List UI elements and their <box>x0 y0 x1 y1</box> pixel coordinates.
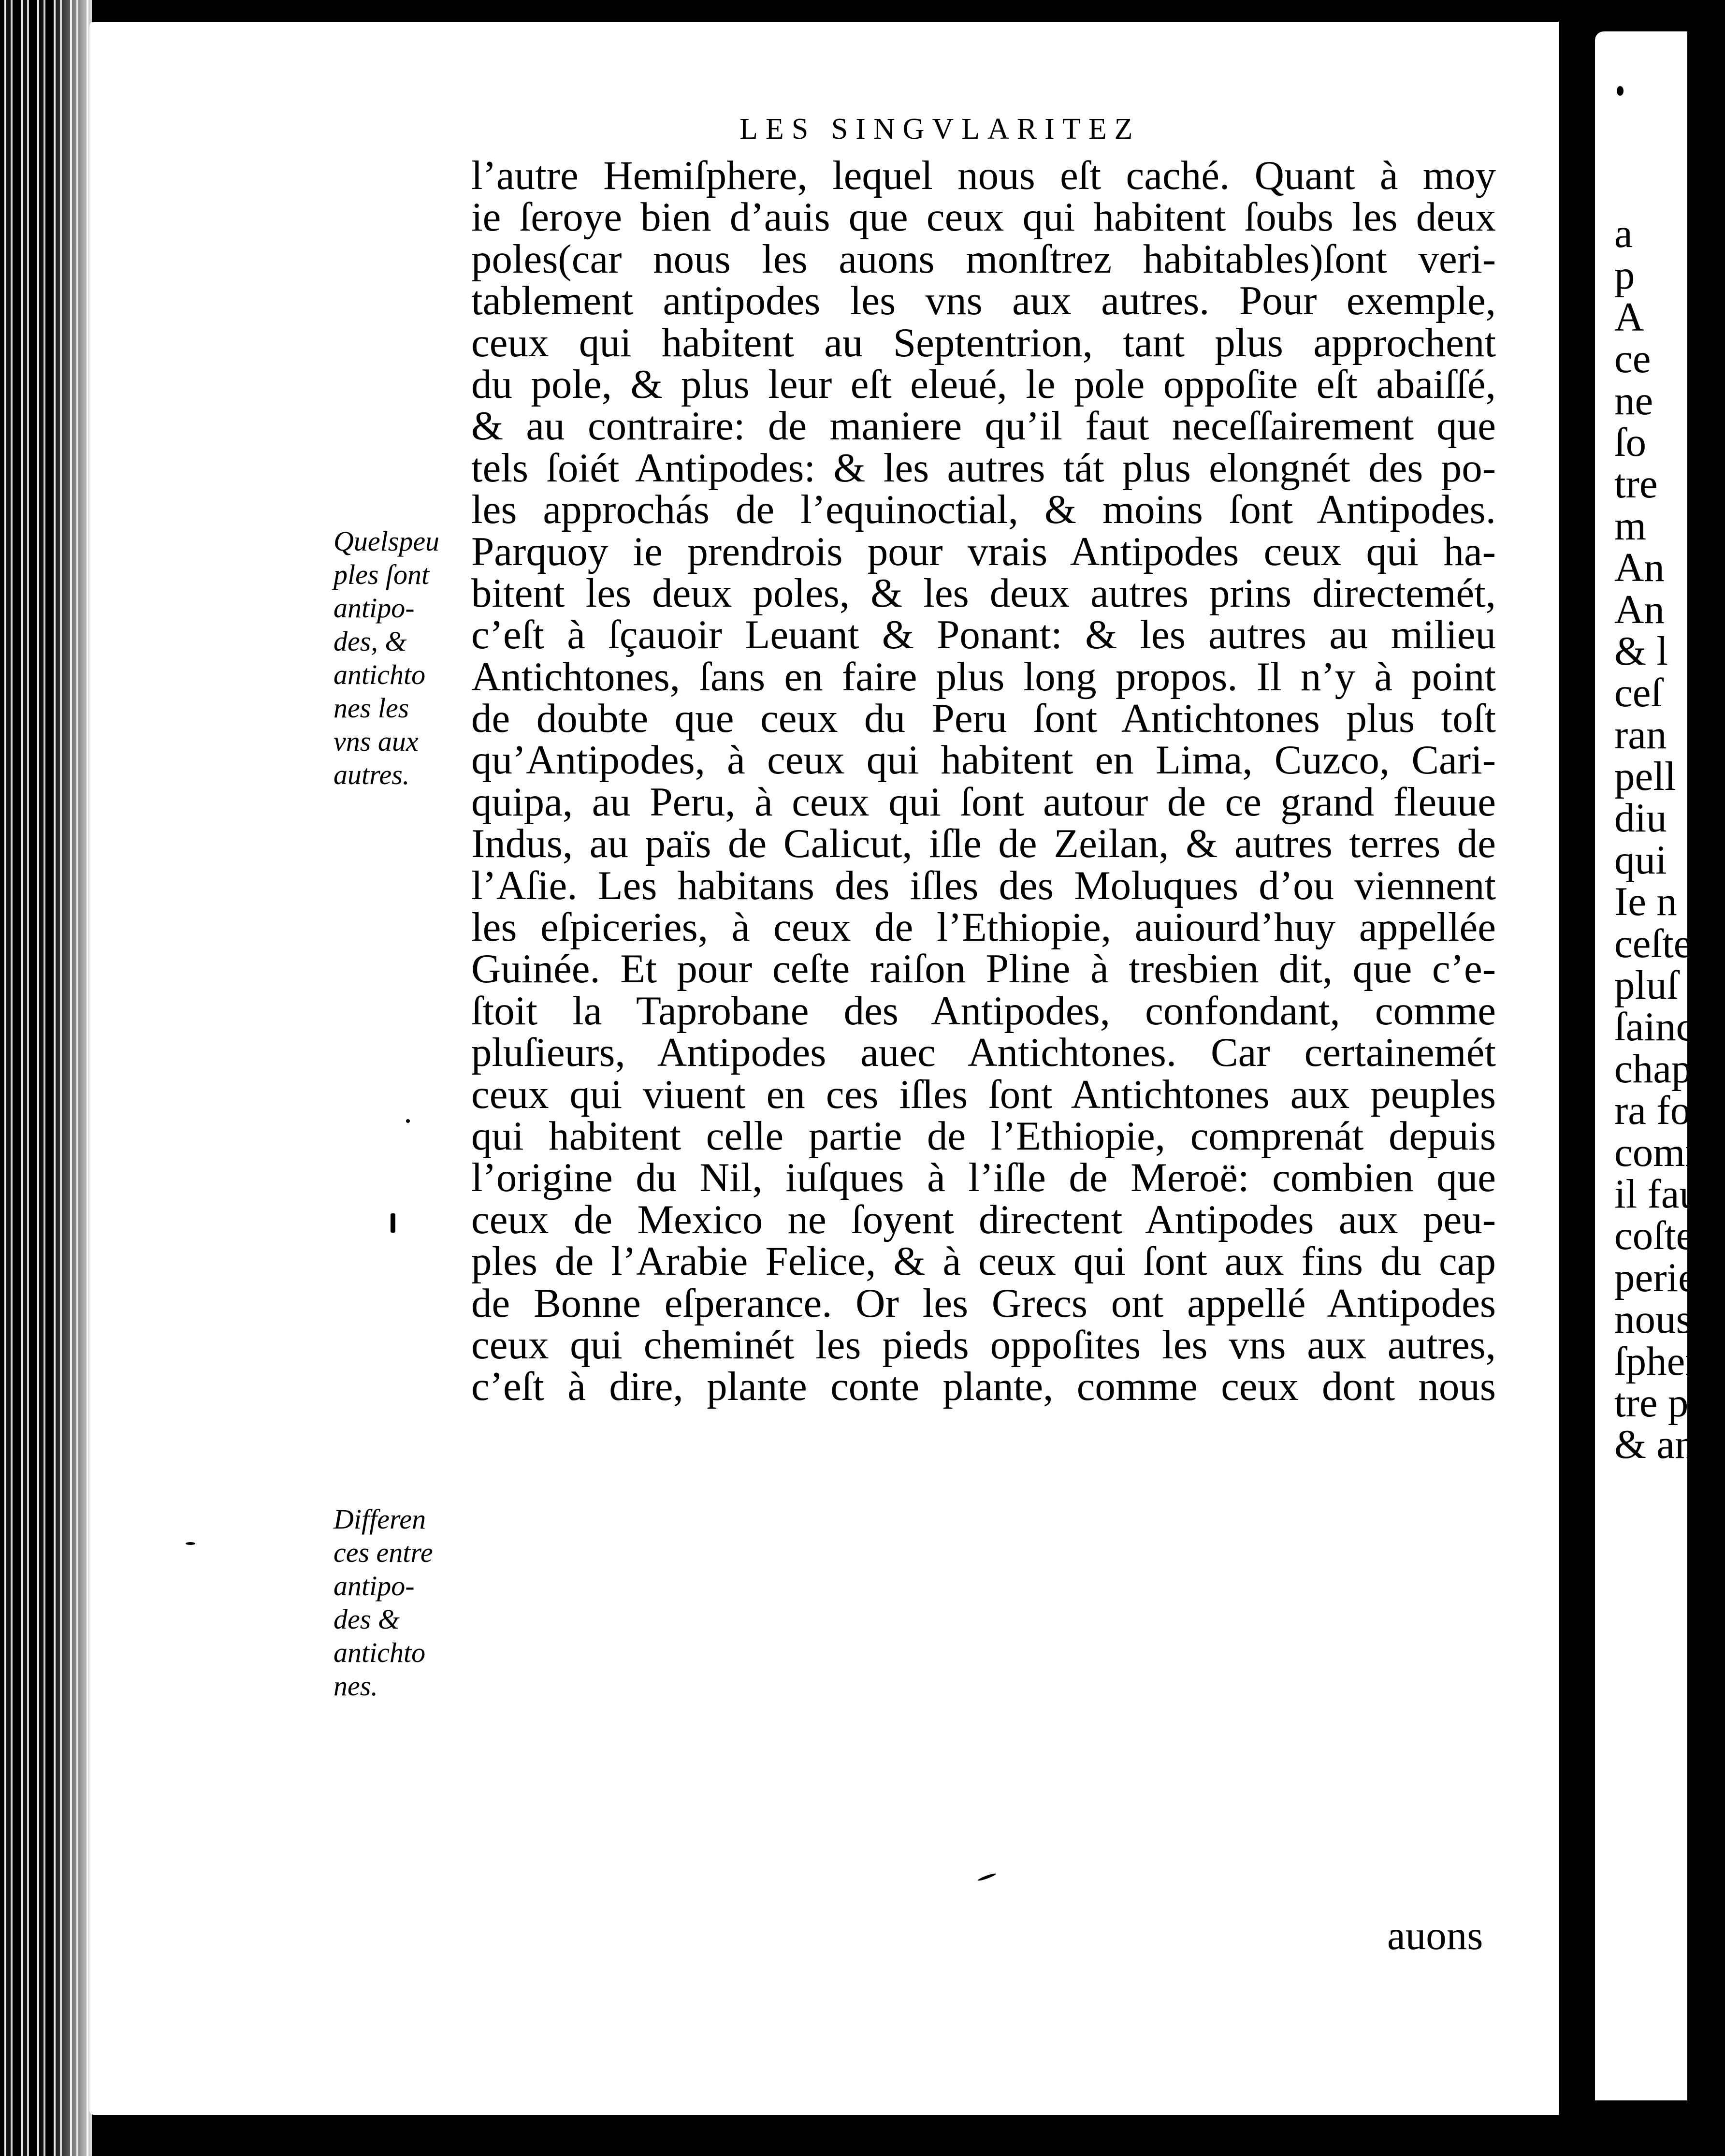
text-line: l’Aſie. Les habitans des iſles des Moluques d’ou viennent <box>471 862 1496 908</box>
text-line: tablement antipodes les vns aux autres. Pour exemple, <box>471 278 1496 324</box>
text-line: c’eſt à ſçauoir Leuant & Ponant: & les autres au milieu <box>471 612 1496 658</box>
facing-page-fragment: ſphere <box>1614 1338 1717 1384</box>
facing-page-fragment: m <box>1614 503 1647 549</box>
facing-page-fragment: & anal <box>1614 1422 1725 1468</box>
ink-speck <box>1617 86 1624 96</box>
text-line: quipa, au Peru, à ceux qui ſont autour de ce grand fleuue <box>471 779 1496 825</box>
text-line: & au contraire: de maniere qu’il faut neceſſairement que <box>471 403 1496 449</box>
margin-note-line: vns aux <box>333 726 419 757</box>
facing-page-fragment: comr <box>1614 1129 1699 1175</box>
facing-page-fragment: pell <box>1614 754 1676 800</box>
margin-note-line: des & <box>333 1603 400 1635</box>
text-line: de Bonne eſperance. Or les Grecs ont appellé Antipodes <box>471 1280 1496 1326</box>
facing-page-fragment: ra fo <box>1614 1088 1691 1134</box>
ink-speck <box>186 1542 195 1545</box>
ink-speck <box>391 1213 395 1233</box>
margin-note-line: ces entre <box>333 1537 433 1568</box>
margin-note-line: nes. <box>333 1670 378 1702</box>
facing-page-fragment: perieu <box>1614 1254 1717 1300</box>
facing-page-fragment: ceſ <box>1614 670 1663 716</box>
text-line: Antichtones, ſans en faire plus long propos. Il n’y à point <box>471 654 1496 699</box>
facing-page-fragment: a <box>1614 211 1633 256</box>
margin-note-line: antipo- <box>333 592 415 624</box>
text-line: Parquoy ie prendrois pour vrais Antipodes ceux qui ha- <box>471 528 1496 574</box>
running-head: LES SINGVLARITEZ <box>739 113 1141 146</box>
facing-page-fragment: nous p <box>1614 1297 1723 1342</box>
text-line: l’autre Hemiſphere, lequel nous eſt caché. Quant à moy <box>471 153 1496 198</box>
facing-page-fragment: ceſte <box>1614 920 1692 966</box>
margin-note-antipodes <box>333 524 464 791</box>
text-line: bitent les deux poles, & les deux autres prins directemét, <box>471 570 1496 616</box>
facing-page-fragment: pluſ <box>1614 962 1679 1008</box>
facing-page-text <box>1614 211 1725 1468</box>
facing-page-fragment: diu <box>1614 795 1667 841</box>
margin-note-line: ples ſont <box>333 559 430 590</box>
gutter-shadow <box>53 0 92 2156</box>
facing-page-fragment: ne <box>1614 378 1653 423</box>
text-line: pluſieurs, Antipodes auec Antichtones. Car certainemét <box>471 1030 1496 1076</box>
facing-page-fragment: tre <box>1614 461 1658 507</box>
facing-page-fragment: p <box>1614 252 1635 298</box>
facing-page-fragment: chap <box>1614 1046 1692 1092</box>
facing-page-fragment: qui <box>1614 837 1667 883</box>
margin-note-line: nes les <box>333 692 409 724</box>
text-line: ſtoit la Taprobane des Antipodes, confondant, comme <box>471 988 1496 1034</box>
text-line: Guinée. Et pour ceſte raiſon Pline à tresbien dit, que c’e- <box>471 946 1496 992</box>
text-line: ceux qui habitent au Septentrion, tant plus approchent <box>471 320 1496 365</box>
facing-page-fragment: An <box>1614 586 1665 632</box>
facing-page <box>1595 31 1725 2100</box>
text-line: du pole, & plus leur eſt eleué, le pole oppoſite eſt abaiſſé, <box>471 361 1496 407</box>
ink-speck <box>406 1119 410 1123</box>
text-line: les eſpiceries, à ceux de l’Ethiopie, auiourd’huy appellée <box>471 904 1496 950</box>
margin-note-line: Differen <box>333 1503 426 1535</box>
margin-note-line: antipo- <box>333 1570 415 1602</box>
text-line: qui habitent celle partie de l’Ethiopie, comprenát depuis <box>471 1113 1496 1159</box>
facing-page-fragment: ſainc <box>1614 1004 1695 1050</box>
text-line: qu’Antipodes, à ceux qui habitent en Lima, Cuzco, Cari- <box>471 737 1496 783</box>
text-line: poles(car nous les auons monſtrez habitables)ſont veri- <box>471 236 1496 282</box>
text-line: tels ſoiét Antipodes: & les autres tát plus elongnét des po- <box>471 445 1496 491</box>
margin-note-line: antichto <box>333 659 426 690</box>
facing-page-fragment: A <box>1614 294 1644 340</box>
margin-note-differences <box>333 1502 464 1703</box>
facing-page-fragment: Ie n <box>1614 879 1677 925</box>
text-line: l’origine du Nil, iuſques à l’iſle de Meroë: combien que <box>471 1155 1496 1201</box>
catchword: auons <box>1387 1913 1483 1958</box>
margin-note-line: des, & <box>333 626 407 657</box>
facing-page-fragment: il fau <box>1614 1171 1700 1217</box>
facing-page-fragment: ce <box>1614 336 1651 382</box>
body-text <box>471 155 1496 1408</box>
text-line: Indus, au païs de Calicut, iſle de Zeilan, & autres terres de <box>471 821 1496 867</box>
margin-note-line: autres. <box>333 759 410 790</box>
text-line: ples de l’Arabie Felice, & à ceux qui ſont aux fins du cap <box>471 1238 1496 1284</box>
facing-page-fragment: coſtes <box>1614 1213 1711 1259</box>
facing-page-fragment: & l <box>1614 628 1668 674</box>
facing-page-fragment: ſo <box>1614 419 1647 465</box>
text-line: les approchás de l’equinoctial, & moins ſont Antipodes. <box>471 487 1496 533</box>
margin-note-line: antichto <box>333 1637 426 1668</box>
text-line: ceux qui cheminét les pieds oppoſites les vns aux autres, <box>471 1322 1496 1368</box>
facing-page-fragment: An <box>1614 545 1665 591</box>
margin-note-line: Quelspeu <box>333 525 440 557</box>
text-line: ceux de Mexico ne ſoyent directent Antipodes aux peu- <box>471 1196 1496 1242</box>
facing-page-fragment: ran <box>1614 712 1667 758</box>
text-line: de doubte que ceux du Peru ſont Antichtones plus toſt <box>471 696 1496 742</box>
text-line: ie ſeroye bien d’auis que ceux qui habitent ſoubs les deux <box>471 194 1496 240</box>
text-line: ceux qui viuent en ces iſles ſont Antichtones aux peuples <box>471 1071 1496 1117</box>
text-line: c’eſt à dire, plante conte plante, comme ceux dont nous <box>471 1364 1496 1410</box>
facing-page-fragment: tre par <box>1614 1380 1721 1426</box>
